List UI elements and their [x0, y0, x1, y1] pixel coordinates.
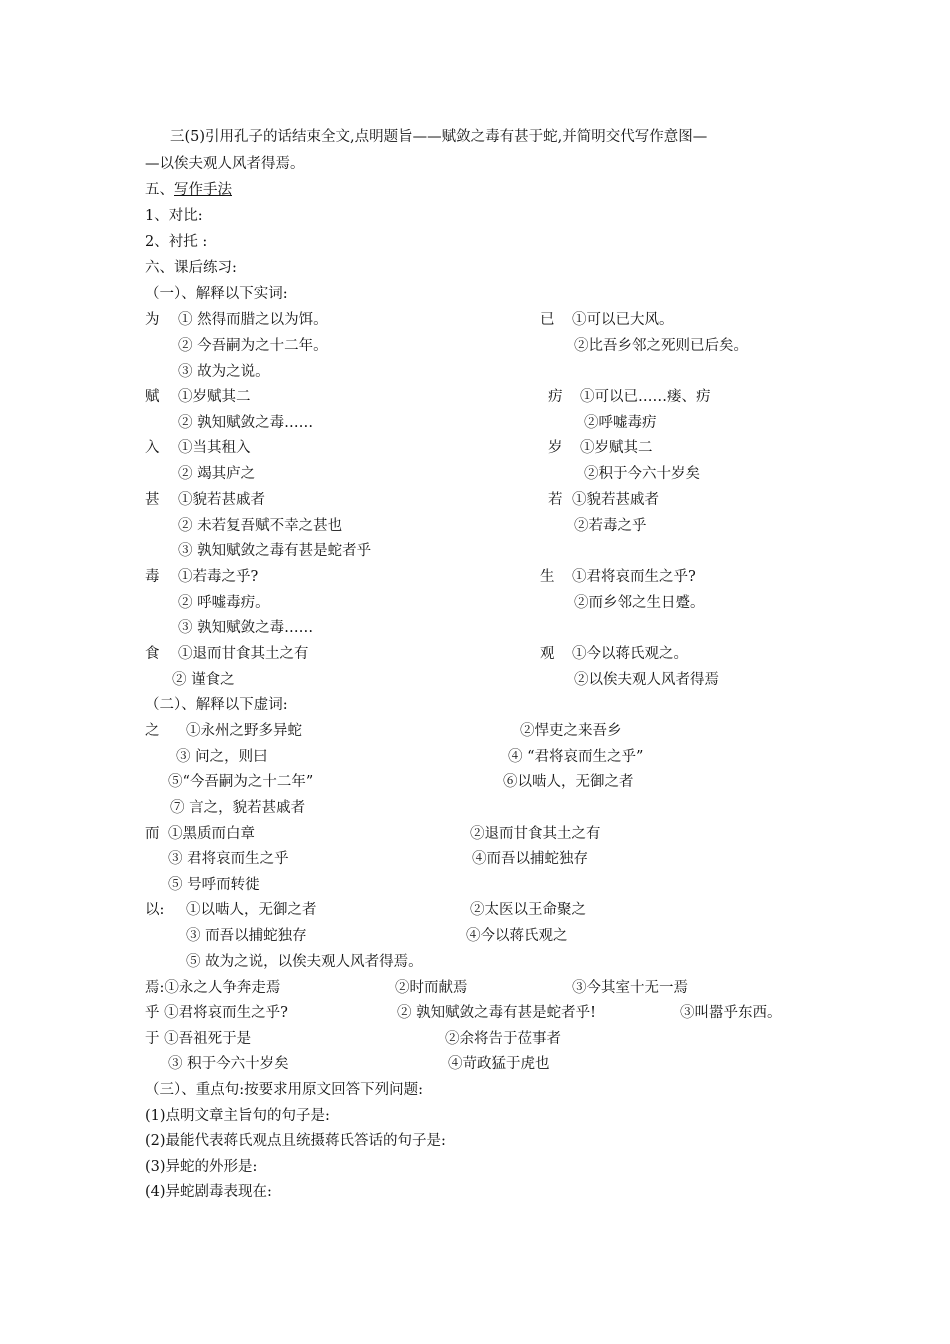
xuci-er-5: ⑤ 号呼而转徙 [168, 877, 260, 893]
xuci-zhi-1: ①永州之野多异蛇 [186, 723, 302, 739]
shici-sui-1: ①岁赋其二 [580, 440, 653, 456]
part3-title: （三）、重点句:按要求用原文回答下列问题: [145, 1082, 424, 1098]
shici-du-2: ② 呼嘘毒疠。 [178, 595, 270, 611]
xuci-yan-2: ②时而献焉 [395, 980, 468, 996]
shici-shi-1: ①退而甘食其土之有 [178, 646, 309, 662]
xuci-er-1: ①黑质而白章 [168, 826, 255, 842]
xuci-hu-3: ③叫嚣乎东西。 [680, 1005, 782, 1021]
xuci-er-4: ④而吾以捕蛇独存 [472, 851, 588, 867]
xuci-yi-head: 以: [145, 902, 165, 918]
shici-sui-2: ②积于今六十岁矣 [584, 466, 700, 482]
shici-shen-1: ①貌若甚戚者 [178, 492, 265, 508]
xuci-zhi-4: ④ “君将哀而生之乎” [508, 749, 644, 765]
xuci-hu-2: ② 孰知赋敛之毒有甚是蛇者乎! [397, 1005, 596, 1021]
shici-sheng-1: ①君将哀而生之乎? [572, 569, 696, 585]
section6-title: 六、课后练习: [145, 260, 237, 276]
shici-shen-3: ③ 孰知赋敛之毒有甚是蛇者乎 [178, 543, 372, 559]
xuci-zhi-head: 之 [145, 723, 160, 739]
xuci-hu-1: 乎 ①君将哀而生之乎? [145, 1005, 288, 1021]
shici-ru-2: ② 竭其庐之 [178, 466, 256, 482]
shici-fu-2: ② 孰知赋敛之毒…… [178, 415, 314, 431]
shici-li-1: ①可以已……瘘、疠 [580, 389, 711, 405]
shici-ru-head: 入 [145, 440, 160, 456]
xuci-yi-5: ⑤ 故为之说，以俟夫观人风者得焉。 [186, 954, 423, 970]
shici-wei-1: ① 然得而腊之以为饵。 [178, 312, 328, 328]
xuci-er-3: ③ 君将哀而生之乎 [168, 851, 289, 867]
question-3: (3)异蛇的外形是: [145, 1159, 258, 1175]
shici-yi-1: ①可以已大风。 [572, 312, 674, 328]
xuci-zhi-3: ③ 问之，则曰 [176, 749, 268, 765]
shici-wei-2: ② 今吾嗣为之十二年。 [178, 338, 328, 354]
shici-guan-1: ①今以蒋氏观之。 [572, 646, 688, 662]
intro-line-2: —以俟夫观人风者得焉。 [145, 156, 305, 172]
section5-item-1: 1、对比: [145, 208, 203, 224]
question-4: (4)异蛇剧毒表现在: [145, 1184, 272, 1200]
xuci-er-head: 而 [145, 826, 160, 842]
shici-sheng-2: ②而乡邻之生日蹙。 [574, 595, 705, 611]
shici-du-head: 毒 [145, 569, 160, 585]
section5-heading [145, 180, 232, 200]
shici-ruo-1: ①貌若甚戚者 [572, 492, 659, 508]
shici-du-3: ③ 孰知赋敛之毒…… [178, 620, 314, 636]
shici-yi-head: 已 [540, 312, 555, 328]
xuci-yu-3: ③ 积于今六十岁矣 [168, 1056, 289, 1072]
shici-ru-1: ①当其租入 [178, 440, 251, 456]
shici-shen-2: ② 未若复吾赋不幸之甚也 [178, 518, 343, 534]
section5-title: 写作手法 [174, 182, 232, 198]
xuci-er-2: ②退而甘食其土之有 [470, 826, 601, 842]
xuci-yan-3: ③今其室十无一焉 [572, 980, 688, 996]
shici-li-head: 疠 [548, 389, 563, 405]
shici-shi-head: 食 [145, 646, 160, 662]
xuci-zhi-5: ⑤“今吾嗣为之十二年” [168, 774, 314, 790]
shici-wei-head: 为 [145, 312, 160, 328]
shici-fu-1: ①岁赋其二 [178, 389, 251, 405]
intro-line-1: 三(5)引用孔子的话结束全文,点明题旨——赋敛之毒有甚于蛇,并简明交代写作意图— [170, 129, 708, 145]
xuci-yu-1: 于 ①吾祖死于是 [145, 1031, 252, 1047]
section5-prefix: 五、 [145, 182, 174, 198]
shici-guan-head: 观 [540, 646, 555, 662]
xuci-yu-2: ②余将告于莅事者 [445, 1031, 561, 1047]
shici-sui-head: 岁 [548, 440, 563, 456]
xuci-zhi-2: ②悍吏之来吾乡 [520, 723, 622, 739]
shici-ruo-head: 若 [548, 492, 563, 508]
shici-wei-3: ③ 故为之说。 [178, 364, 270, 380]
part2-title: （二）、解释以下虚词: [145, 697, 288, 713]
xuci-yi-4: ④今以蒋氏观之 [466, 928, 568, 944]
xuci-yi-3: ③ 而吾以捕蛇独存 [186, 928, 307, 944]
shici-ruo-2: ②若毒之乎 [574, 518, 647, 534]
shici-guan-2: ②以俟夫观人风者得焉 [574, 672, 719, 688]
xuci-yi-2: ②太医以王命聚之 [470, 902, 586, 918]
section5-item-2: 2、衬托 : [145, 234, 208, 250]
shici-fu-head: 赋 [145, 389, 160, 405]
shici-shi-2: ② 谨食之 [172, 672, 235, 688]
shici-sheng-head: 生 [540, 569, 555, 585]
shici-du-1: ①若毒之乎? [178, 569, 259, 585]
shici-yi-2: ②比吾乡邻之死则已后矣。 [574, 338, 748, 354]
question-2: (2)最能代表蒋氏观点且统摄蒋氏答话的句子是: [145, 1133, 446, 1149]
part1-title: （一）、解释以下实词: [145, 286, 288, 302]
shici-shen-head: 甚 [145, 492, 160, 508]
xuci-yan-1: 焉:①永之人争奔走焉 [145, 980, 281, 996]
shici-li-2: ②呼嘘毒疠 [584, 415, 657, 431]
xuci-yu-4: ④苛政猛于虎也 [448, 1056, 550, 1072]
xuci-zhi-7: ⑦ 言之，貌若甚戚者 [170, 800, 306, 816]
xuci-yi-1: ①以啮人，无御之者 [186, 902, 317, 918]
question-1: (1)点明文章主旨句的句子是: [145, 1108, 330, 1124]
xuci-zhi-6: ⑥以啮人，无御之者 [503, 774, 634, 790]
